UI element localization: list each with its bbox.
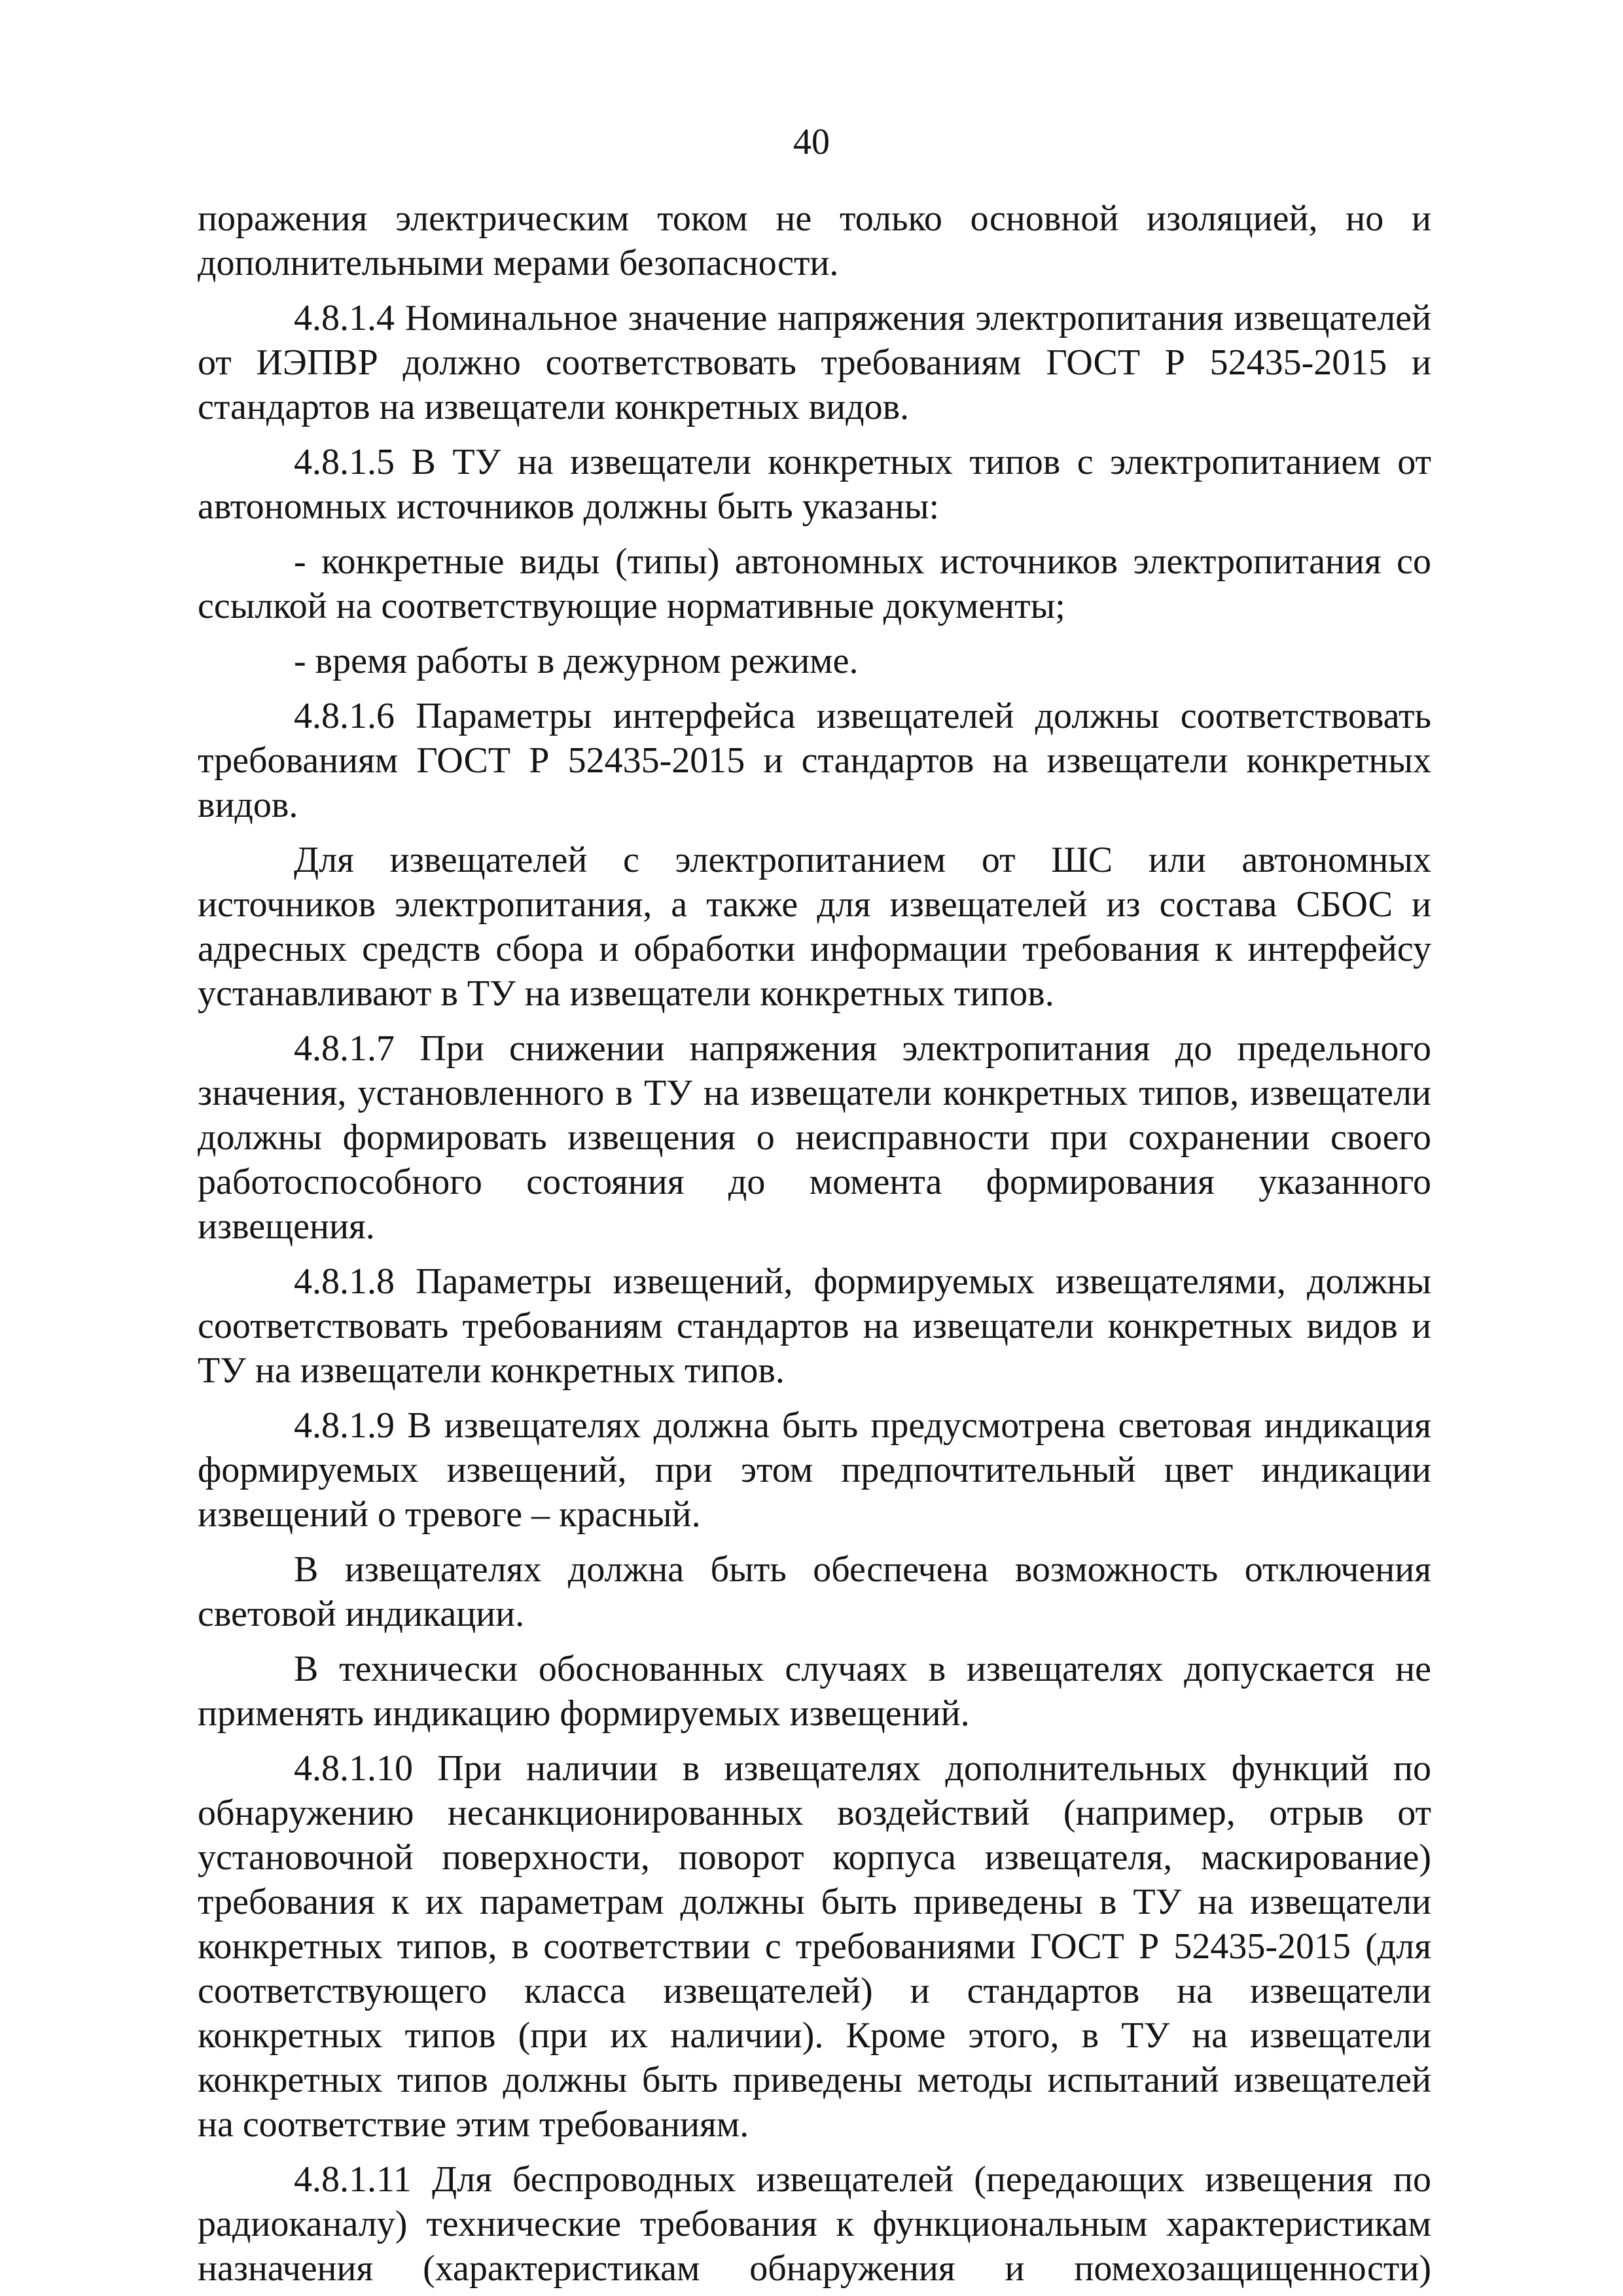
paragraph-indication-optional: В технически обоснованных случаях в извещателях допускается не применять индикацию формируемых извещений. [198, 1649, 1431, 1734]
document-body [198, 196, 1431, 2291]
paragraph-4-8-1-6: 4.8.1.6 Параметры интерфейса извещателей должны соответствовать требованиям ГОСТ Р 52435-2015 и стандартов на извещатели конкретных видов. [198, 696, 1431, 825]
list-item-standby-time: - время работы в дежурном режиме. [294, 641, 859, 681]
paragraph-4-8-1-8: 4.8.1.8 Параметры извещений, формируемых извещателями, должны соответствовать требованиям стандартов на извещатели конкретных видов и ТУ на извещатели конкретных типов. [198, 1261, 1431, 1391]
paragraph-4-8-1-4: 4.8.1.4 Номинальное значение напряжения электропитания извещателей от ИЭПВР должно соответствовать требованиям ГОСТ Р 52435-2015 и стандартов на извещатели конкретных видов. [198, 298, 1431, 427]
paragraph-4-8-1-5: 4.8.1.5 В ТУ на извещатели конкретных типов с электропитанием от автономных источников должны быть указаны: [198, 442, 1431, 527]
paragraph-interface-requirements: Для извещателей с электропитанием от ШС или автономных источников электропитания, а также для извещателей из состава СБОС и адресных средств сбора и обработки информации требования к интерфейсу устанавливают в ТУ на извещатели конкретных типов. [198, 840, 1431, 1014]
paragraph-4-8-1-10: 4.8.1.10 При наличии в извещателях дополнительных функций по обнаружению несанкционированных воздействий (например, отрыв от установочной поверхности, поворот корпуса извещателя, маскирование) требования к их параметрам должны быть приведены в ТУ на извещатели конкретных типов, в соответствии с требованиями ГОСТ Р 52435-2015 (для соответствующего класса извещателей) и стандартов на извещатели конкретных типов (при их наличии). Кроме этого, в ТУ на извещатели конкретных типов должны быть приведены методы испытаний извещателей на соответствие этим требованиям. [198, 1748, 1431, 2145]
page-number: 40 [793, 122, 830, 162]
paragraph-continuation: поражения электрическим током не только основной изоляцией, но и дополнительными мерами безопасности. [198, 198, 1431, 283]
paragraph-indication-disable: В извещателях должна быть обеспечена возможность отключения световой индикации. [198, 1549, 1431, 1634]
paragraph-4-8-1-9: 4.8.1.9 В извещателях должна быть предусмотрена световая индикация формируемых извещений, при этом предпочтительный цвет индикации извещений о тревоге – красный. [198, 1405, 1431, 1535]
list-item-power-sources: - конкретные виды (типы) автономных источников электропитания со ссылкой на соответствующие нормативные документы; [198, 541, 1431, 626]
paragraph-4-8-1-11: 4.8.1.11 Для беспроводных извещателей (передающих извещения по радиоканалу) технические требования к функциональным характеристикам назначения (характеристикам обнаружения и помехозащищенности) [198, 2159, 1431, 2289]
paragraph-4-8-1-7: 4.8.1.7 При снижении напряжения электропитания до предельного значения, установленного в ТУ на извещатели конкретных типов, извещатели должны формировать извещения о неисправности при сохранении своего работоспособного состояния до момента формирования указанного извещения. [198, 1028, 1431, 1247]
